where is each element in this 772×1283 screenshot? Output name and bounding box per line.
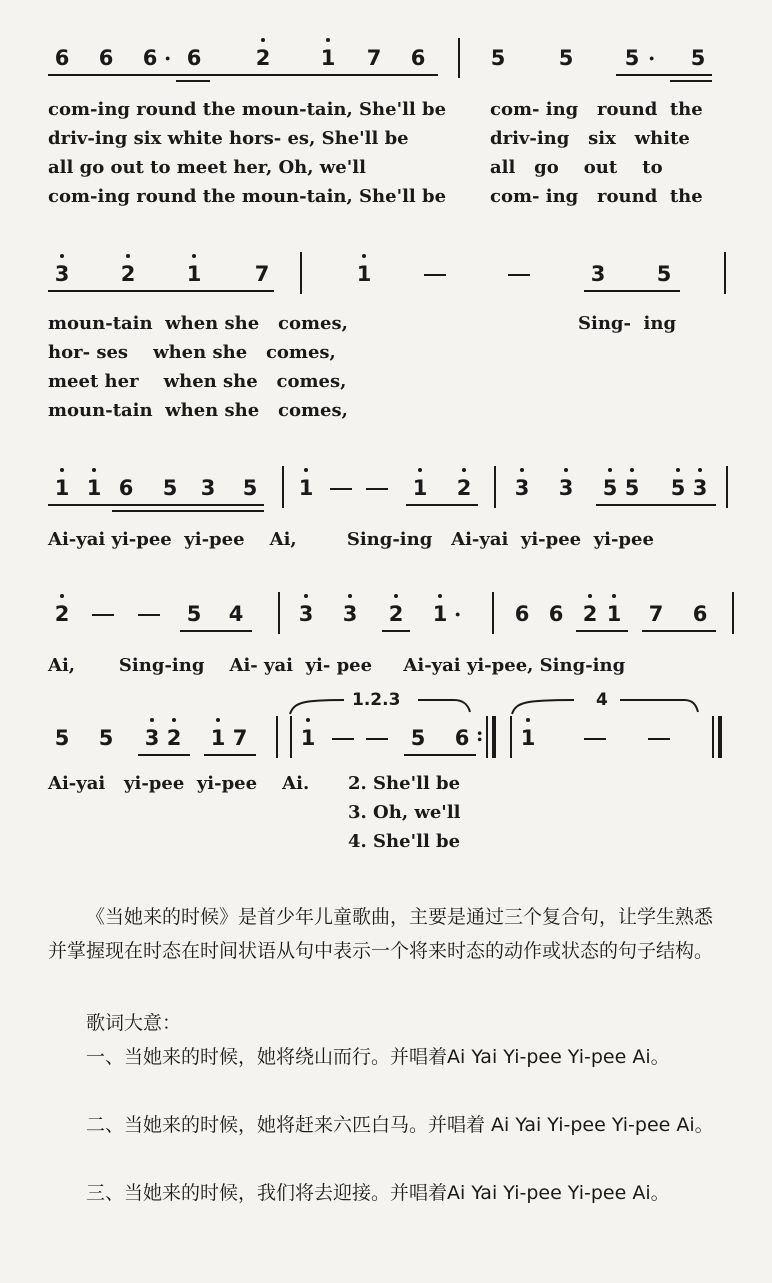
note: 5 bbox=[162, 476, 178, 500]
note: 1 bbox=[208, 726, 228, 750]
note: 6 bbox=[692, 602, 708, 626]
note: 2 bbox=[580, 602, 600, 626]
note: 7 bbox=[648, 602, 664, 626]
note: 2 bbox=[454, 476, 474, 500]
lyric: hor- ses when she comes, bbox=[48, 342, 336, 363]
beam bbox=[138, 754, 190, 756]
note: 3 bbox=[690, 476, 710, 500]
note: 6 bbox=[548, 602, 564, 626]
dash bbox=[648, 738, 670, 740]
note: 2 bbox=[164, 726, 184, 750]
beam bbox=[616, 74, 712, 76]
note: 5 bbox=[624, 46, 640, 70]
note: 5 bbox=[656, 262, 672, 286]
lyric: moun-tain when she comes, bbox=[48, 313, 348, 334]
lyric: 4. She'll be bbox=[348, 831, 461, 852]
lyric: com-ing round the moun-tain, She'll be bbox=[48, 99, 447, 120]
note: 5 bbox=[558, 46, 574, 70]
lyric: Sing- ing bbox=[578, 313, 677, 334]
note: 2 bbox=[52, 602, 72, 626]
bar-line bbox=[290, 716, 292, 758]
bar-line bbox=[726, 466, 728, 508]
bar-line bbox=[510, 716, 512, 758]
dash bbox=[330, 488, 352, 490]
bar-line bbox=[486, 716, 488, 758]
note: 1 bbox=[410, 476, 430, 500]
beam bbox=[112, 510, 264, 512]
beam bbox=[642, 630, 716, 632]
note: 5 bbox=[54, 726, 70, 750]
note: 3 bbox=[590, 262, 606, 286]
note: 3 bbox=[556, 476, 576, 500]
lyric: Ai, Sing-ing Ai- yai yi- pee Ai-yai yi-pee, Sing-ing bbox=[48, 655, 626, 676]
note: 3 bbox=[340, 602, 360, 626]
bar-line bbox=[732, 592, 734, 634]
note: 1 bbox=[52, 476, 72, 500]
note: 3 bbox=[142, 726, 162, 750]
note: 4 bbox=[228, 602, 244, 626]
lyric: com-ing round the moun-tain, She'll be bbox=[48, 186, 447, 207]
note: 6 bbox=[98, 46, 114, 70]
note: 1 bbox=[318, 46, 338, 70]
dash bbox=[92, 614, 114, 616]
beam bbox=[204, 754, 256, 756]
note: 5 bbox=[242, 476, 258, 500]
beam bbox=[584, 290, 680, 292]
note: 6 bbox=[118, 476, 134, 500]
note: 7 bbox=[254, 262, 270, 286]
lyric: com- ing round the bbox=[490, 186, 703, 207]
bar-line bbox=[458, 38, 460, 78]
note: 3 bbox=[200, 476, 216, 500]
lyric: all go out to meet her, Oh, we'll bbox=[48, 157, 366, 178]
note: 5 bbox=[186, 602, 202, 626]
bar-line bbox=[282, 466, 284, 508]
note: 1 bbox=[518, 726, 538, 750]
note: 6 bbox=[142, 46, 158, 70]
note: 1 bbox=[354, 262, 374, 286]
lyric: com- ing round the bbox=[490, 99, 703, 120]
dash bbox=[366, 488, 388, 490]
note: 6 bbox=[454, 726, 470, 750]
note: 1 bbox=[298, 726, 318, 750]
note: 2 bbox=[386, 602, 406, 626]
lyrics-meaning-heading: 歌词大意： bbox=[86, 1012, 182, 1034]
intro-paragraph: 《当她来的时候》是首少年儿童歌曲，主要是通过三个复合句，让学生熟悉并掌握现在时态在时间状语从句中表示一个将来时态的动作或状态的句子结构。 bbox=[48, 906, 714, 962]
dash bbox=[332, 738, 354, 740]
lyric: moun-tain when she comes, bbox=[48, 400, 348, 421]
meaning-item-2: 二、当她来的时候，她将赶来六匹白马。并唱着 Ai Yai Yi-pee Yi-pee Ai。 bbox=[86, 1114, 714, 1136]
bar-line bbox=[492, 592, 494, 634]
note: 3 bbox=[52, 262, 72, 286]
note: 6 bbox=[410, 46, 426, 70]
note: 6 bbox=[186, 46, 202, 70]
note: 5 bbox=[98, 726, 114, 750]
beam bbox=[670, 80, 712, 82]
note: 5 bbox=[690, 46, 706, 70]
beam bbox=[404, 754, 476, 756]
note: 5 bbox=[668, 476, 688, 500]
lyric: 2. She'll be bbox=[348, 773, 461, 794]
volta-label: 4 bbox=[596, 690, 608, 710]
bar-line bbox=[300, 252, 302, 294]
dash bbox=[584, 738, 606, 740]
dash bbox=[508, 274, 530, 276]
dash bbox=[424, 274, 446, 276]
note: 1 bbox=[184, 262, 204, 286]
lyric: driv-ing six white hors- es, She'll be bbox=[48, 128, 409, 149]
beam bbox=[176, 80, 210, 82]
note: 5 bbox=[490, 46, 506, 70]
bar-line bbox=[278, 592, 280, 634]
beam bbox=[48, 74, 438, 76]
dash bbox=[138, 614, 160, 616]
dot: · bbox=[164, 46, 172, 71]
beam bbox=[406, 504, 478, 506]
dot: · bbox=[454, 602, 462, 627]
note: 3 bbox=[512, 476, 532, 500]
dash bbox=[366, 738, 388, 740]
note: 5 bbox=[410, 726, 426, 750]
note: 3 bbox=[296, 602, 316, 626]
beam bbox=[382, 630, 410, 632]
repeat-dots: : bbox=[476, 722, 484, 746]
lyric: Ai-yai yi-pee yi-pee Ai. bbox=[48, 773, 310, 794]
note: 5 bbox=[600, 476, 620, 500]
bar-line bbox=[718, 716, 722, 758]
bar-line bbox=[276, 716, 278, 758]
lyric: meet her when she comes, bbox=[48, 371, 347, 392]
beam bbox=[596, 504, 716, 506]
note: 1 bbox=[84, 476, 104, 500]
note: 6 bbox=[54, 46, 70, 70]
meaning-item-1: 一、当她来的时候，她将绕山而行。并唱着Ai Yai Yi-pee Yi-pee Ai。 bbox=[86, 1046, 670, 1068]
note: 7 bbox=[232, 726, 248, 750]
note: 1 bbox=[604, 602, 624, 626]
beam bbox=[48, 290, 274, 292]
bar-line bbox=[494, 466, 496, 508]
note: 1 bbox=[430, 602, 450, 626]
dot: · bbox=[648, 46, 656, 71]
meaning-item-3: 三、当她来的时候，我们将去迎接。并唱着Ai Yai Yi-pee Yi-pee Ai。 bbox=[86, 1182, 670, 1204]
lyric: driv-ing six white bbox=[490, 128, 690, 149]
lyric: Ai-yai yi-pee yi-pee Ai, Sing-ing Ai-yai yi-pee yi-pee bbox=[48, 529, 654, 550]
bar-line bbox=[712, 716, 714, 758]
bar-line bbox=[492, 716, 496, 758]
note: 7 bbox=[366, 46, 382, 70]
lyric: all go out to bbox=[490, 157, 663, 178]
note: 6 bbox=[514, 602, 530, 626]
volta-label: 1.2.3 bbox=[352, 690, 401, 710]
note: 5 bbox=[622, 476, 642, 500]
note: 2 bbox=[118, 262, 138, 286]
beam bbox=[48, 504, 264, 506]
beam bbox=[576, 630, 628, 632]
note: 1 bbox=[296, 476, 316, 500]
note: 2 bbox=[253, 46, 273, 70]
lyric: 3. Oh, we'll bbox=[348, 802, 461, 823]
beam bbox=[180, 630, 252, 632]
bar-line bbox=[724, 252, 726, 294]
